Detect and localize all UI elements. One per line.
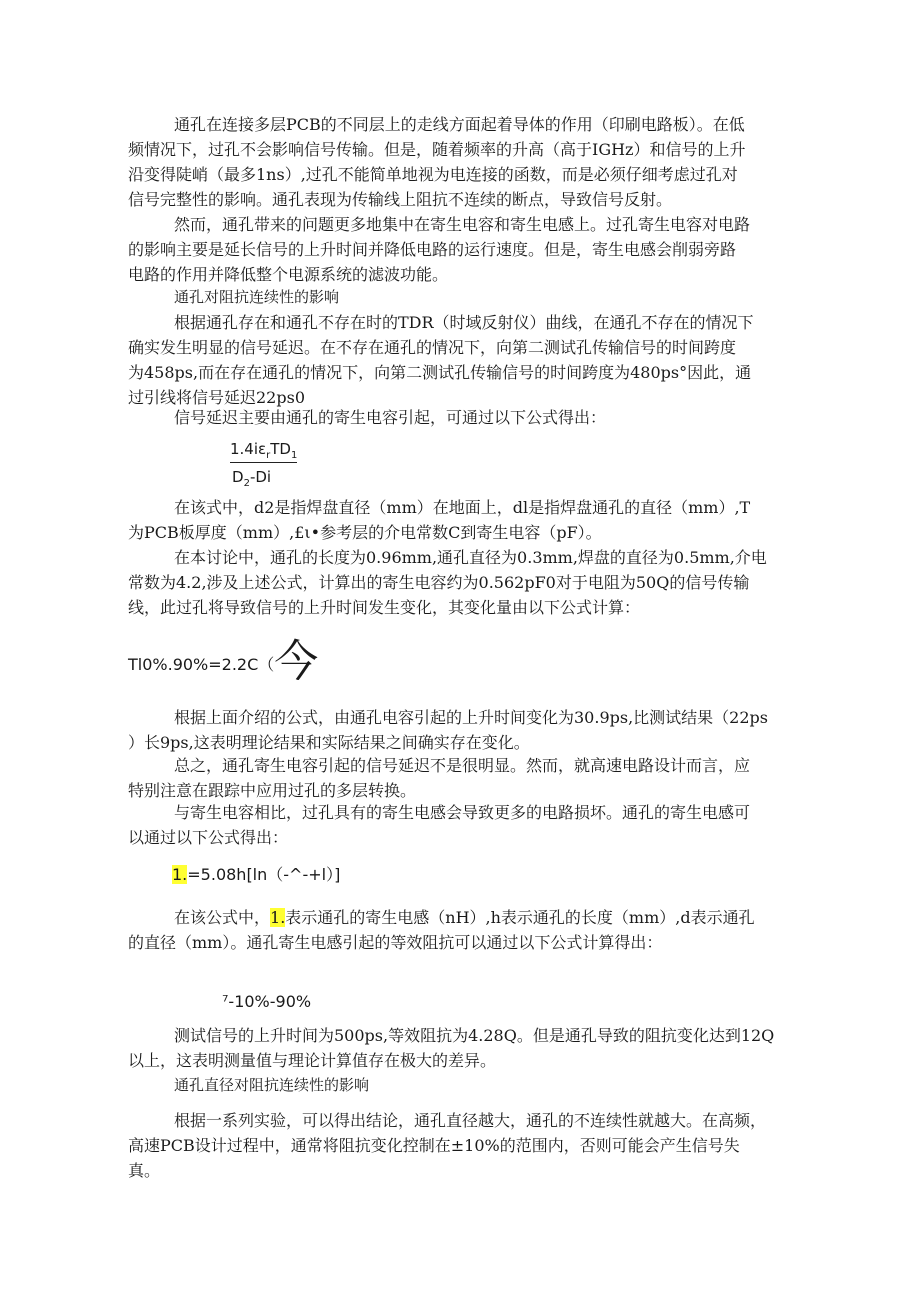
text-line: 根据上面介绍的公式，由通孔电容引起的上升时间变化为30.9ps,比测试结果（22ps xyxy=(174,708,768,727)
text-line: 然而，通孔带来的问题更多地集中在寄生电容和寄生电感上。过孔寄生电容对电路 xyxy=(174,215,751,234)
formula-1-denominator: $D_2-Di$ xyxy=(232,468,272,489)
text-line: 为458ps,而在存在通孔的情况下，向第二测试孔传输信号的时间跨度为480ps°因此，通 xyxy=(128,363,752,382)
paragraph-7 xyxy=(128,705,790,755)
paragraph-8 xyxy=(128,753,790,803)
paragraph-4 xyxy=(174,405,790,430)
highlighted-symbol: 1. xyxy=(270,908,286,927)
text-line: 以上，这表明测量值与理论计算值存在极大的差异。 xyxy=(128,1051,497,1070)
text-line: 特别注意在跟踪中应用过孔的多层转换。 xyxy=(128,781,417,800)
text-line: 为PCB板厚度（mm）,£ι•参考层的介电常数C到寄生电容（pF）。 xyxy=(128,523,602,542)
text-line: 根据一系列实验，可以得出结论，通孔直径越大，通孔的不连续性就越大。在高频， xyxy=(174,1111,767,1130)
text-line: 与寄生电容相比，过孔具有的寄生电感会导致更多的电路损坏。通孔的寄生电感可 xyxy=(174,803,751,822)
text-line: 频情况下，过孔不会影响信号传输。但是，随着频率的升高（高于IGHz）和信号的上升 xyxy=(128,140,746,159)
paragraph-6 xyxy=(128,545,790,620)
paragraph-10 xyxy=(128,905,790,955)
formula-1-numerator: $1.4i\varepsilon_rTD_1$ xyxy=(230,440,298,461)
paragraph-12 xyxy=(128,1108,790,1183)
text-line: 根据通孔存在和通孔不存在时的TDR（时域反射仪）曲线，在通孔不存在的情况下 xyxy=(174,313,754,332)
text-line: 在该式中，d2是指焊盘直径（mm）在地面上，dl是指焊盘通孔的直径（mm）,T xyxy=(174,498,751,517)
paragraph-1 xyxy=(128,112,790,212)
text-line: 确实发生明显的信号延迟。在不存在通孔的情况下，向第二测试孔传输信号的时间跨度 xyxy=(128,338,737,357)
text-line: 线，此过孔将导致信号的上升时间发生变化，其变化量由以下公式计算： xyxy=(128,598,641,617)
paragraph-5 xyxy=(128,495,790,545)
text-line: 沿变得陡峭（最多1ns）,过孔不能简单地视为电连接的函数，而是必须仔细考虑过孔对 xyxy=(128,165,738,184)
text-line: 的直径（mm）。通孔寄生电感引起的等效阻抗可以通过以下公式计算得出： xyxy=(128,933,663,952)
text-line: 真。 xyxy=(128,1161,161,1180)
text-line: 在本讨论中，通孔的长度为0.96mm,通孔直径为0.3mm,焊盘的直径为0.5mm,介电 xyxy=(174,548,767,567)
text-line: 测试信号的上升时间为500ps,等效阻抗为4.28Q。但是通孔导致的阻抗变化达到12Q xyxy=(174,1026,775,1045)
formula-2: Tl0%.90%=2.2C（今 xyxy=(128,636,319,687)
text-line: 通孔在连接多层PCB的不同层上的走线方面起着导体的作用（印刷电路板）。在低 xyxy=(174,115,745,134)
highlighted-symbol: 1. xyxy=(172,865,188,884)
paragraph-3 xyxy=(128,310,790,410)
text-line: 高速PCB设计过程中，通常将阻抗变化控制在±10%的范围内，否则可能会产生信号失 xyxy=(128,1136,740,1155)
paragraph-9 xyxy=(128,800,790,850)
text-line: 以通过以下公式得出： xyxy=(128,828,289,847)
section-heading: 通孔对阻抗连续性的影响 xyxy=(174,288,340,306)
section-heading: 通孔直径对阻抗连续性的影响 xyxy=(174,1076,370,1094)
formula-3: 1.=5.08h[ln（-^-+l）] xyxy=(172,865,341,884)
formula-glyph: 今 xyxy=(274,636,319,687)
formula-4: ⁷-10%-90% xyxy=(222,992,312,1011)
text-line: 信号完整性的影响。通孔表现为传输线上阻抗不连续的断点，导致信号反射。 xyxy=(128,190,673,209)
text-line: 的影响主要是延长信号的上升时间并降低电路的运行速度。但是，寄生电感会削弱旁路 xyxy=(128,240,737,259)
text-line: ）长9ps,这表明理论结果和实际结果之间确实存在变化。 xyxy=(128,733,530,752)
text-line: 电路的作用并降低整个电源系统的滤波功能。 xyxy=(128,265,449,284)
text-line: 在该公式中，1.表示通孔的寄生电感（nH）,h表示通孔的长度（mm）,d表示通孔 xyxy=(174,908,755,927)
text-line: 常数为4.2,涉及上述公式，计算出的寄生电容约为0.562pF0对于电阻为50Q的信号传输 xyxy=(128,573,750,592)
text-line: 总之，通孔寄生电容引起的信号延迟不是很明显。然而，就高速电路设计而言，应 xyxy=(174,756,751,775)
paragraph-2 xyxy=(128,212,790,287)
text-line: 过引线将信号延迟22ps0 xyxy=(128,388,305,407)
paragraph-11 xyxy=(128,1023,790,1073)
text-line: 信号延迟主要由通孔的寄生电容引起，可通过以下公式得出： xyxy=(174,408,607,427)
